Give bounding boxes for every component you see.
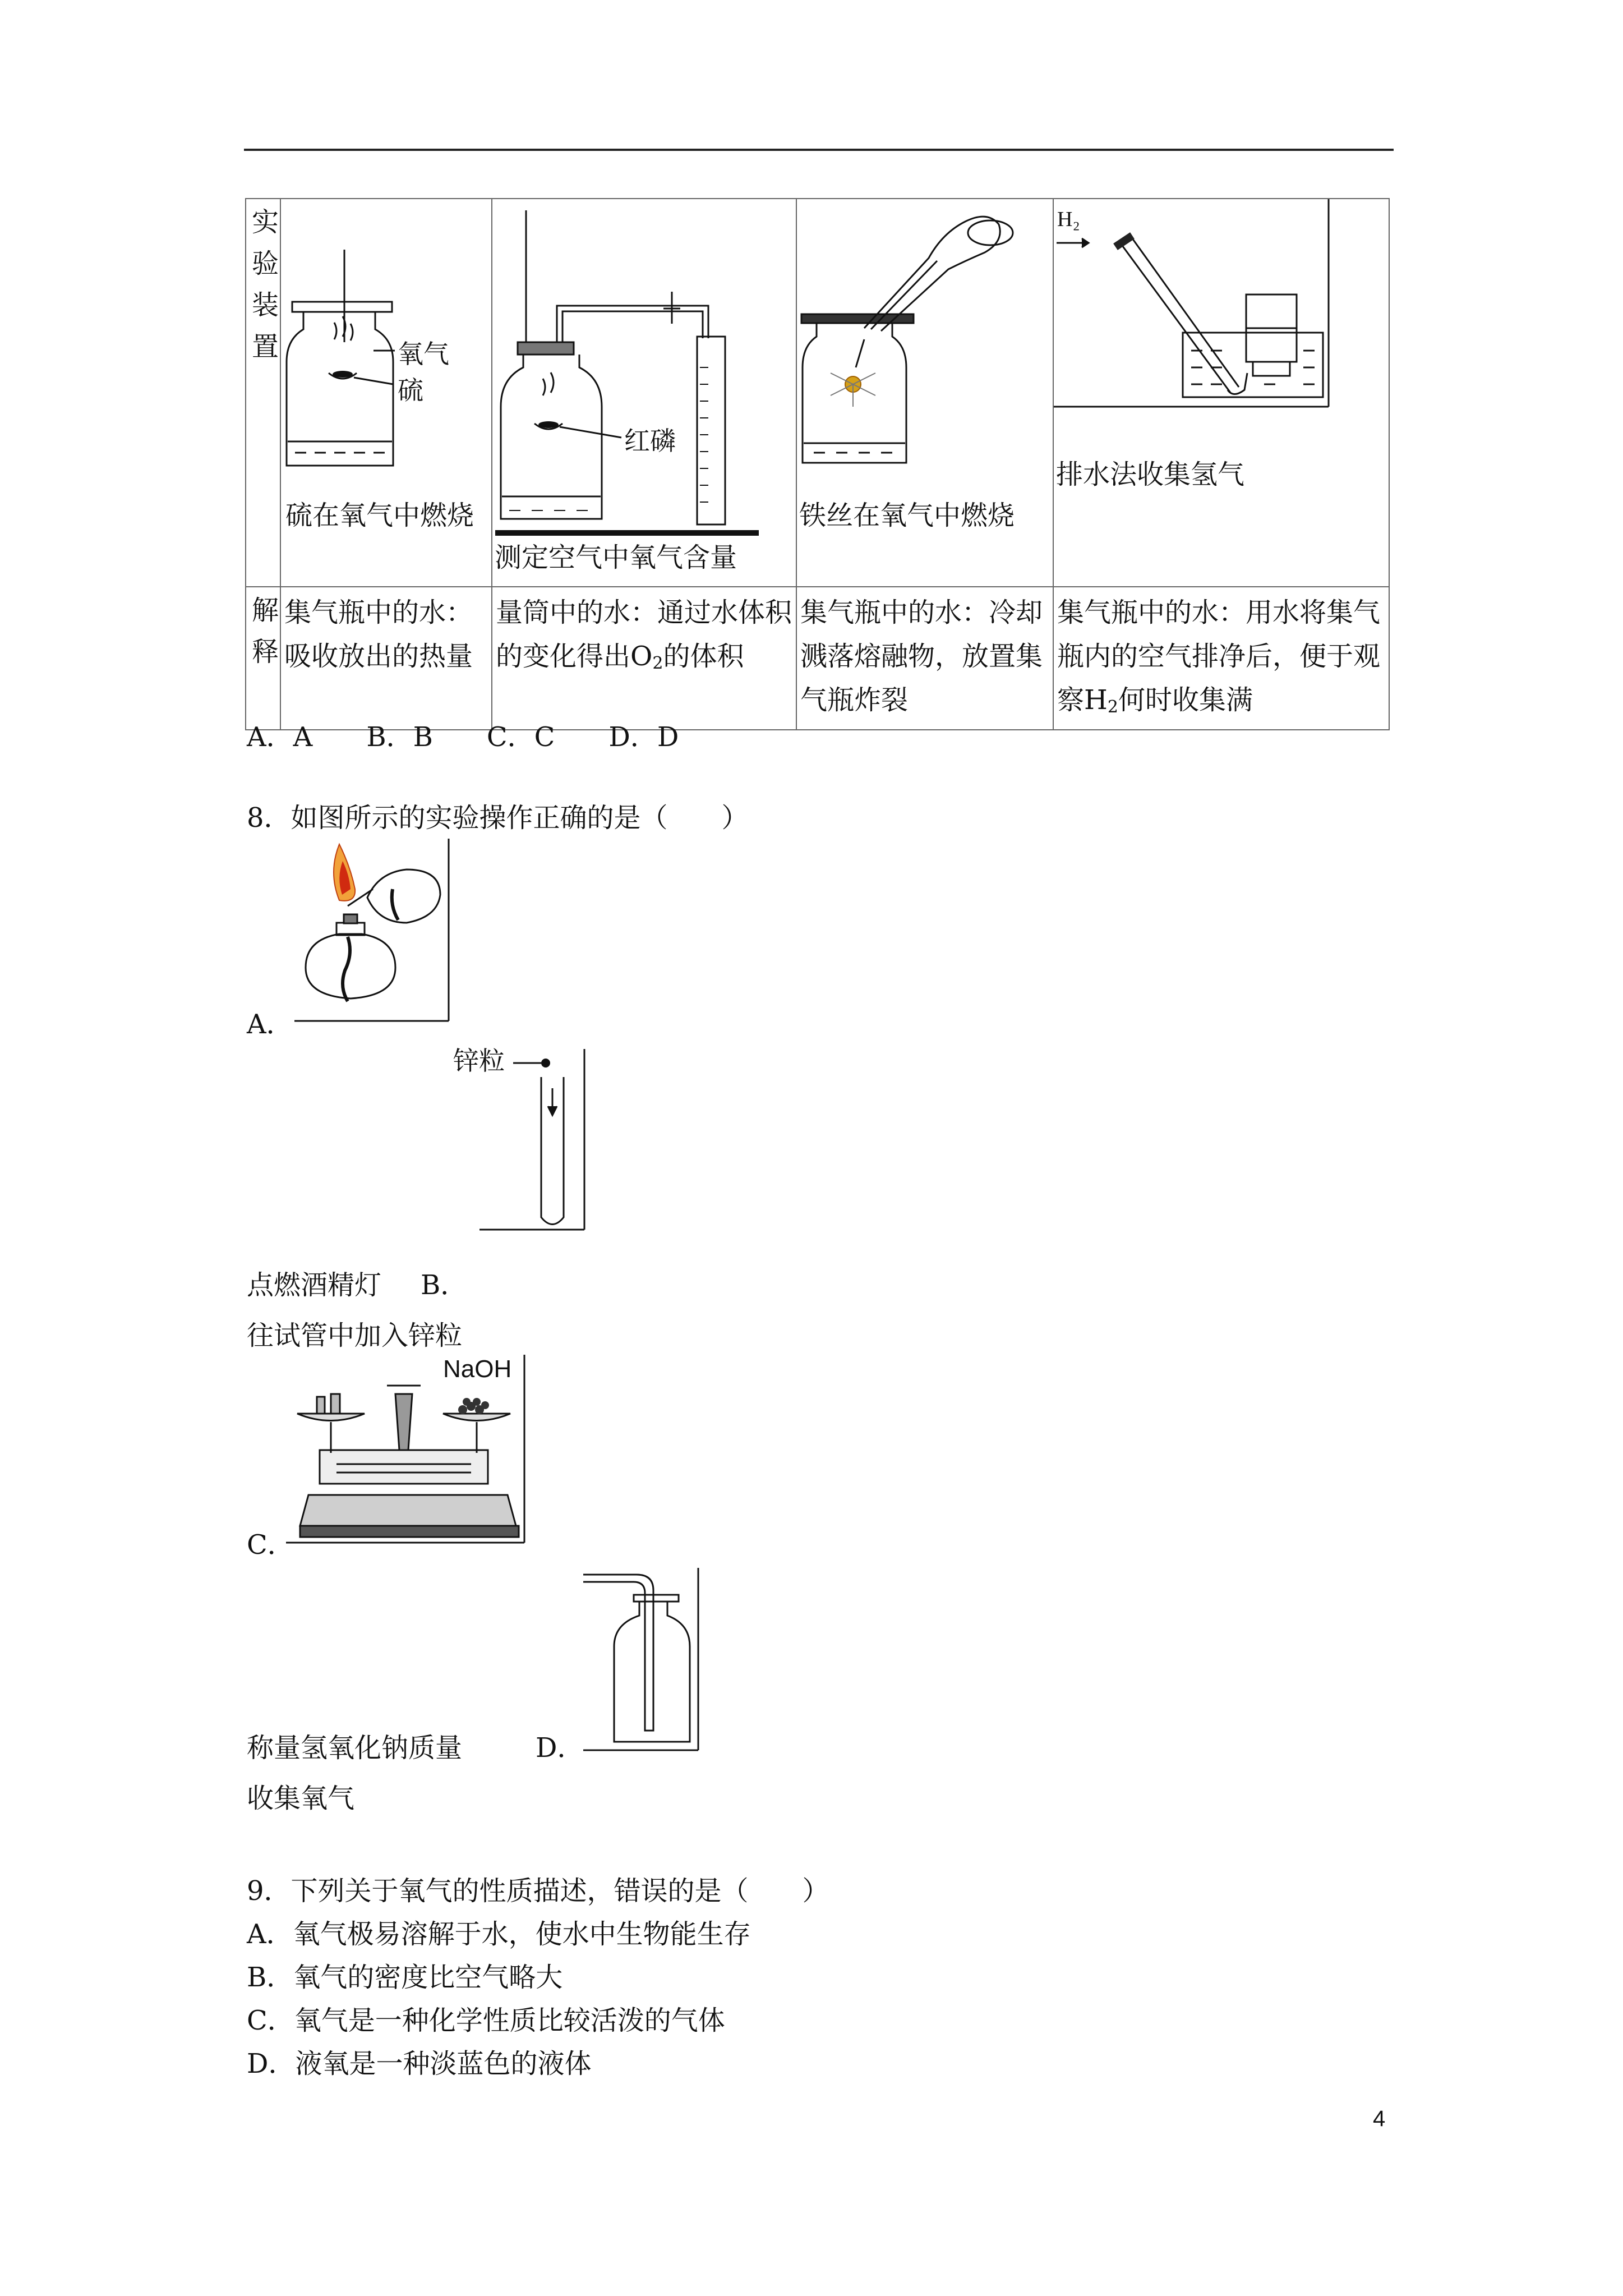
q7-options: A．A B．B C．C D．D <box>247 721 679 753</box>
q8-c-label: C． <box>247 1529 294 1561</box>
q9-option-a: A．氧气极易溶解于水，使水中生物能生存 <box>247 1918 751 1950</box>
q8-a-caption: 点燃酒精灯 <box>247 1269 382 1301</box>
explain-cell-c: 集气瓶中的水：冷却溅落熔融物，放置集气瓶炸裂 <box>796 587 1053 730</box>
explain-cell-d: 集气瓶中的水：用水将集气瓶内的空气排净后，便于观察$H_2$何时收集满 <box>1053 587 1389 730</box>
explain-cell-b: 量筒中的水：通过水体积的变化得出$O_2$的体积 <box>492 587 796 730</box>
row-header-device: 实验装置 <box>246 199 280 587</box>
figure-a-alcohol-lamp <box>294 839 451 1024</box>
explain-cell-a: 集气瓶中的水：吸收放出的热量 <box>280 587 492 730</box>
figure-d-gas-bottle <box>583 1568 701 1753</box>
q9-stem: 9．下列关于氧气的性质描述，错误的是（ ） <box>247 1875 829 1907</box>
q8-d-caption: 收集氧气 <box>247 1783 355 1814</box>
label-oxygen: 氧气 <box>398 339 449 369</box>
q9-option-d: D．液氧是一种淡蓝色的液体 <box>247 2048 592 2079</box>
oxygen-content-figure <box>492 199 797 587</box>
page-number: 4 <box>1373 2106 1386 2131</box>
q8-b-caption: 往试管中加入锌粒 <box>247 1320 463 1351</box>
q9-option-b: B．氧气的密度比空气略大 <box>247 1962 563 1993</box>
header-rule <box>244 149 1394 151</box>
device-cell-c <box>796 199 1053 587</box>
caption-iron-wire: 铁丝在氧气中燃烧 <box>799 500 1015 531</box>
q8-a-label: A． <box>247 1009 293 1040</box>
experiment-table <box>245 198 1390 730</box>
caption-hydrogen-collection: 排水法收集氢气 <box>1056 459 1245 490</box>
q8-stem: 8．如图所示的实验操作正确的是（ ） <box>247 802 749 834</box>
label-h2: H₂ <box>1057 208 1080 231</box>
row-header-explain: 解释 <box>246 587 280 730</box>
caption-sulfur: 硫在氧气中燃烧 <box>285 500 474 531</box>
device-cell-a <box>280 199 492 587</box>
b-figure-label-zinc: 锌粒 <box>453 1046 505 1076</box>
device-cell-b <box>492 199 796 587</box>
q8-b-label: B． <box>421 1269 468 1301</box>
q8-c-caption: 称量氢氧化钠质量 <box>247 1732 463 1764</box>
label-red-phosphorus: 红磷 <box>624 426 676 456</box>
caption-oxygen-content: 测定空气中氧气含量 <box>495 542 737 573</box>
c-figure-label-naoh: NaOH <box>443 1355 512 1383</box>
label-sulfur: 硫 <box>398 375 423 406</box>
q8-d-label: D． <box>536 1732 584 1764</box>
q9-option-c: C．氧气是一种化学性质比较活泼的气体 <box>247 2005 725 2036</box>
device-cell-d <box>1053 199 1389 587</box>
hydrogen-collection-figure <box>1054 199 1390 587</box>
